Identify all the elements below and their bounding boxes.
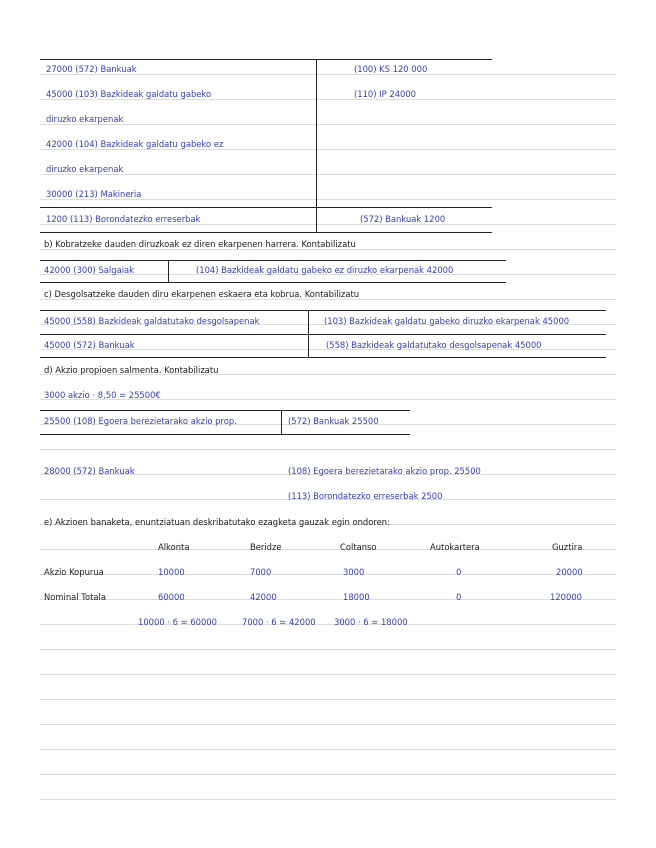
- credit-line: (558) Bazkideak galdatutako desgolsapenak 45000: [326, 340, 542, 350]
- column-header: Beridze: [250, 542, 282, 552]
- credit-line: (572) Bankuak 1200: [360, 214, 446, 224]
- calculation: 3000 · 6 = 18000: [334, 617, 408, 627]
- column-header: Alkonta: [158, 542, 190, 552]
- debit-line: 1200 (113) Borondatezko erreserbak: [46, 214, 201, 224]
- debit-line: 28000 (572) Bankuak: [44, 466, 135, 476]
- debit-line: 27000 (572) Bankuak: [46, 64, 137, 74]
- debit-line: 25500 (108) Egoera berezietarako akzio prop.: [44, 416, 237, 426]
- calculation: 7000 · 6 = 42000: [242, 617, 316, 627]
- credit-line: (108) Egoera berezietarako akzio prop. 25500: [288, 466, 481, 476]
- cell: 3000: [343, 567, 365, 577]
- credit-line: (110) IP 24000: [354, 89, 417, 99]
- credit-line: (100) KS 120 000: [354, 64, 428, 74]
- cell: 42000: [250, 592, 277, 602]
- debit-line: 42000 (300) Salgaiak: [44, 265, 135, 275]
- section-c-heading: c) Desgolsatzeke dauden diru ekarpenen eskaera eta kobrua. Kontabilizatu: [44, 289, 360, 299]
- calculation: 3000 akzio · 8,50 = 25500€: [44, 390, 161, 400]
- column-header: Guztira: [552, 542, 583, 552]
- cell: 10000: [158, 567, 185, 577]
- debit-line: 45000 (558) Bazkideak galdatutako desgolsapenak: [44, 316, 260, 326]
- column-header: Autokartera: [430, 542, 480, 552]
- credit-line: (572) Bankuak 25500: [288, 416, 379, 426]
- credit-line: (103) Bazkideak galdatu gabeko diruzko ekarpenak 45000: [324, 316, 570, 326]
- credit-line: (104) Bazkideak galdatu gabeko ez diruzko ekarpenak 42000: [196, 265, 454, 275]
- cell: 60000: [158, 592, 185, 602]
- debit-line: diruzko ekarpenak: [46, 114, 124, 124]
- debit-line: 45000 (103) Bazkideak galdatu gabeko: [46, 89, 212, 99]
- cell: 120000: [550, 592, 582, 602]
- row-label: Akzio Kopurua: [44, 567, 104, 577]
- cell: 0: [456, 592, 462, 602]
- debit-line: 42000 (104) Bazkideak galdatu gabeko ez: [46, 139, 224, 149]
- cell: 0: [456, 567, 462, 577]
- debit-line: diruzko ekarpenak: [46, 164, 124, 174]
- section-d-heading: d) Akzio propioen salmenta. Kontabilizatu: [44, 365, 219, 375]
- column-header: Coltanso: [340, 542, 377, 552]
- cell: 20000: [556, 567, 583, 577]
- calculation: 10000 · 6 = 60000: [138, 617, 217, 627]
- section-b-heading: b) Kobratzeke dauden diruzkoak ez diren ekarpenen harrera. Kontabilizatu: [44, 239, 356, 249]
- debit-line: 30000 (213) Makineria: [46, 189, 142, 199]
- section-e-heading: e) Akzioen banaketa, enuntziatuan deskribatutako ezagketa gauzak egin ondoren:: [44, 517, 390, 527]
- debit-line: 45000 (572) Bankuak: [44, 340, 135, 350]
- row-label: Nominal Totala: [44, 592, 106, 602]
- cell: 7000: [250, 567, 272, 577]
- cell: 18000: [343, 592, 370, 602]
- credit-line: (113) Borondatezko erreserbak 2500: [288, 491, 443, 501]
